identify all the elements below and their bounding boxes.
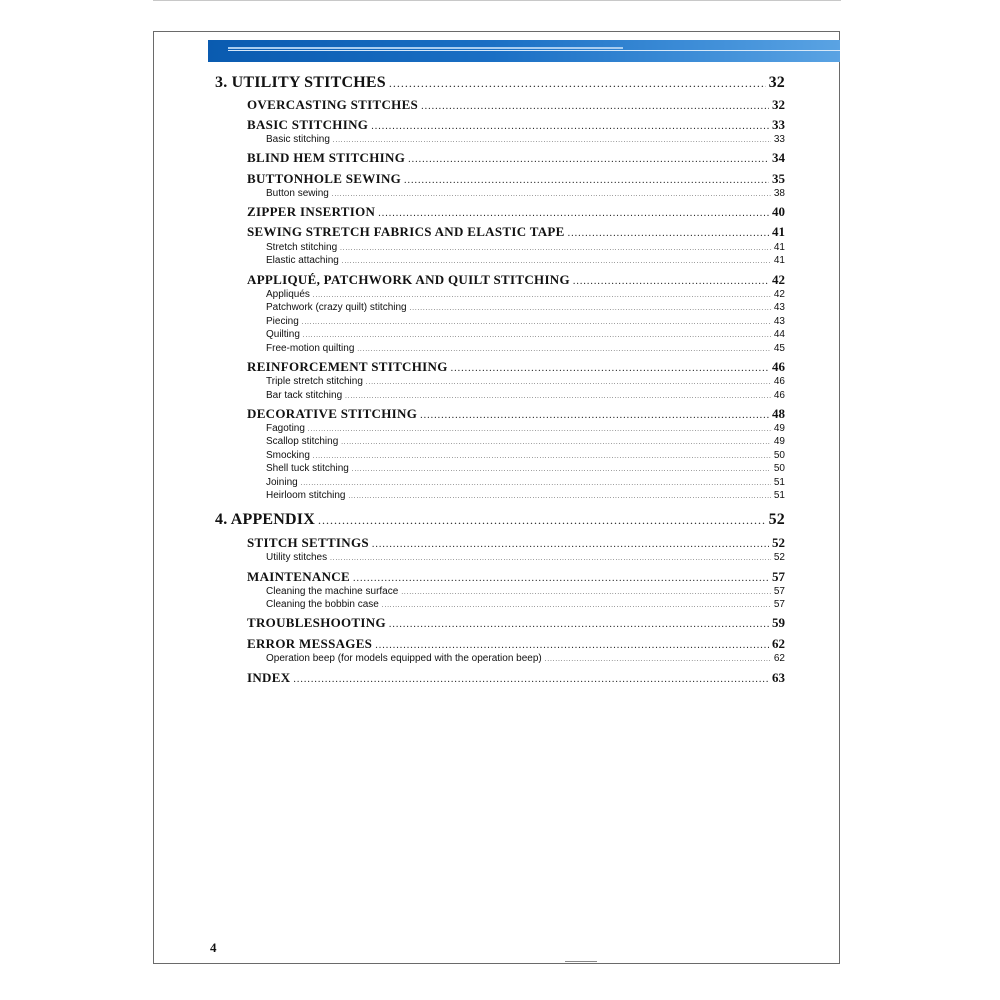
toc-item-title: Patchwork (crazy quilt) stitching: [266, 302, 407, 313]
toc-page-number: 51: [773, 477, 785, 488]
toc-page-number: 44: [773, 329, 785, 340]
toc-item-title: Quilting: [266, 329, 300, 340]
toc-item-title: Smocking: [266, 450, 310, 461]
toc-item[interactable]: [266, 316, 785, 327]
toc-section[interactable]: [247, 97, 785, 113]
toc-page-number: 62: [772, 636, 785, 651]
toc-page-number: 46: [773, 376, 785, 387]
toc-item[interactable]: [266, 134, 785, 145]
toc-section-title: STITCH SETTINGS: [247, 535, 369, 550]
toc-section-title: BUTTONHOLE SEWING: [247, 171, 402, 186]
leader-dots: [353, 573, 769, 584]
leader-dots: [330, 556, 771, 562]
toc-page-number: 42: [772, 272, 785, 287]
leader-dots: [345, 394, 771, 400]
toc-section-title: ZIPPER INSERTION: [247, 204, 376, 219]
toc-page-number: 49: [773, 436, 785, 447]
toc-page-number: 38: [773, 188, 785, 199]
toc-item[interactable]: [266, 463, 785, 474]
toc-section[interactable]: [247, 359, 785, 375]
toc-page-number: 51: [773, 490, 785, 501]
toc-item[interactable]: [266, 477, 785, 488]
toc-page-number: 52: [772, 535, 785, 550]
leader-dots: [378, 208, 769, 219]
leader-dots: [357, 347, 771, 353]
toc-section-title: APPLIQUÉ, PATCHWORK AND QUILT STITCHING: [247, 272, 570, 287]
bottom-edge-mark: [565, 961, 597, 962]
toc-section[interactable]: [247, 272, 785, 288]
toc-item-title: Operation beep (for models equipped with the operation beep): [266, 653, 542, 664]
toc-page-number: 33: [772, 117, 785, 132]
toc-section[interactable]: [247, 636, 785, 652]
toc-item-title: Elastic attaching: [266, 255, 339, 266]
toc-section[interactable]: [247, 406, 785, 422]
toc-page-number: 49: [773, 423, 785, 434]
toc-item[interactable]: [266, 242, 785, 253]
leader-dots: [313, 454, 771, 460]
toc-page-number: 59: [772, 615, 785, 630]
toc-page-number: 43: [773, 302, 785, 313]
toc-section[interactable]: [247, 117, 785, 133]
leader-dots: [352, 467, 771, 473]
toc-item[interactable]: [266, 390, 785, 401]
toc-item[interactable]: [266, 289, 785, 300]
toc-page-number: 45: [773, 343, 785, 354]
leader-dots: [340, 246, 771, 252]
toc-section-title: INDEX: [247, 670, 291, 685]
toc-item[interactable]: [266, 653, 785, 664]
toc-section[interactable]: [247, 150, 785, 166]
toc-item[interactable]: [266, 329, 785, 340]
toc-item[interactable]: [266, 450, 785, 461]
leader-dots: [389, 76, 766, 91]
toc-section[interactable]: [247, 535, 785, 551]
toc-item-title: Piecing: [266, 316, 299, 327]
leader-dots: [333, 138, 771, 144]
toc-item-title: Utility stitches: [266, 552, 328, 563]
toc-item-title: Cleaning the bobbin case: [266, 599, 379, 610]
toc-page-number: 57: [772, 569, 785, 584]
leader-dots: [389, 619, 769, 630]
toc-page-number: 57: [773, 599, 785, 610]
toc-item[interactable]: [266, 343, 785, 354]
leader-dots: [372, 539, 769, 550]
leader-dots: [302, 320, 771, 326]
toc-section-title: MAINTENANCE: [247, 569, 350, 584]
toc-chapter-title: 3. UTILITY STITCHES: [215, 74, 386, 91]
toc-section-title: ERROR MESSAGES: [247, 636, 373, 651]
toc-item-title: Appliqués: [266, 289, 310, 300]
toc-page-number: 33: [773, 134, 785, 145]
toc-section-title: SEWING STRETCH FABRICS AND ELASTIC TAPE: [247, 224, 565, 239]
toc-chapter[interactable]: [215, 511, 785, 529]
toc-page-number: 50: [773, 463, 785, 474]
toc-page-number: 46: [773, 390, 785, 401]
toc-chapter[interactable]: [215, 74, 785, 92]
toc-section[interactable]: [247, 615, 785, 631]
toc-section[interactable]: [247, 670, 785, 686]
leader-dots: [303, 333, 771, 339]
toc-item[interactable]: [266, 490, 785, 501]
toc-page-number: 46: [772, 359, 785, 374]
toc-item[interactable]: [266, 188, 785, 199]
leader-dots: [404, 175, 769, 186]
toc-item-title: Free-motion quilting: [266, 343, 355, 354]
toc-page-number: 32: [772, 97, 785, 112]
leader-dots: [401, 590, 771, 596]
leader-dots: [348, 494, 770, 500]
leader-dots: [568, 228, 769, 239]
leader-dots: [301, 481, 771, 487]
toc-item-title: Cleaning the machine surface: [266, 586, 399, 597]
toc-item[interactable]: [266, 302, 785, 313]
toc-page-number: 41: [772, 224, 785, 239]
toc-page-number: 41: [773, 242, 785, 253]
leader-dots: [371, 121, 769, 132]
page-number: 4: [210, 940, 217, 955]
toc-page-number: 34: [772, 150, 785, 165]
toc-page-number: 42: [773, 289, 785, 300]
toc-item[interactable]: [266, 436, 785, 447]
leader-dots: [421, 101, 769, 112]
leader-dots: [545, 657, 771, 663]
toc-page-number: 32: [768, 74, 785, 91]
leader-dots: [342, 259, 771, 265]
toc-item[interactable]: [266, 599, 785, 610]
toc-item[interactable]: [266, 255, 785, 266]
toc-section-title: OVERCASTING STITCHES: [247, 97, 419, 112]
toc-item-title: Stretch stitching: [266, 242, 338, 253]
leader-dots: [410, 306, 771, 312]
toc-section-title: TROUBLESHOOTING: [247, 615, 386, 630]
toc-item-title: Triple stretch stitching: [266, 376, 363, 387]
toc-section[interactable]: [247, 204, 785, 220]
toc-page-number: 35: [772, 171, 785, 186]
toc-page-number: 62: [773, 653, 785, 664]
toc-item[interactable]: [266, 552, 785, 563]
toc-item-title: Heirloom stitching: [266, 490, 346, 501]
toc-page-number: 50: [773, 450, 785, 461]
leader-dots: [293, 674, 769, 685]
toc-chapter-title: 4. APPENDIX: [215, 511, 315, 528]
toc-page-number: 63: [772, 670, 785, 685]
toc-item-title: Bar tack stitching: [266, 390, 343, 401]
toc-section-title: DECORATIVE STITCHING: [247, 406, 418, 421]
toc-section[interactable]: [247, 224, 785, 240]
toc-item-title: Shell tuck stitching: [266, 463, 349, 474]
toc-section-title: BLIND HEM STITCHING: [247, 150, 406, 165]
leader-dots: [308, 427, 771, 433]
toc-page-number: 52: [768, 511, 785, 528]
leader-dots: [382, 603, 771, 609]
toc-section-title: REINFORCEMENT STITCHING: [247, 359, 448, 374]
toc-item[interactable]: [266, 586, 785, 597]
toc-item-title: Basic stitching: [266, 134, 330, 145]
toc-section[interactable]: [247, 569, 785, 585]
toc-page-number: 43: [773, 316, 785, 327]
leader-dots: [318, 513, 766, 528]
toc-section-title: BASIC STITCHING: [247, 117, 369, 132]
leader-dots: [420, 410, 769, 421]
toc-page-number: 57: [773, 586, 785, 597]
leader-dots: [332, 192, 771, 198]
toc-item-title: Fagoting: [266, 423, 305, 434]
leader-dots: [366, 380, 771, 386]
leader-dots: [341, 440, 771, 446]
toc-item-title: Scallop stitching: [266, 436, 339, 447]
leader-dots: [313, 293, 771, 299]
leader-dots: [408, 154, 769, 165]
toc-item[interactable]: [266, 376, 785, 387]
toc-page-number: 48: [772, 406, 785, 421]
toc-section[interactable]: [247, 171, 785, 187]
toc-page-number: 52: [773, 552, 785, 563]
toc-page-number: 41: [773, 255, 785, 266]
toc-item-title: Button sewing: [266, 188, 329, 199]
toc-item[interactable]: [266, 423, 785, 434]
toc-page-number: 40: [772, 204, 785, 219]
leader-dots: [375, 640, 769, 651]
leader-dots: [451, 363, 769, 374]
leader-dots: [573, 276, 769, 287]
toc-item-title: Joining: [266, 477, 298, 488]
